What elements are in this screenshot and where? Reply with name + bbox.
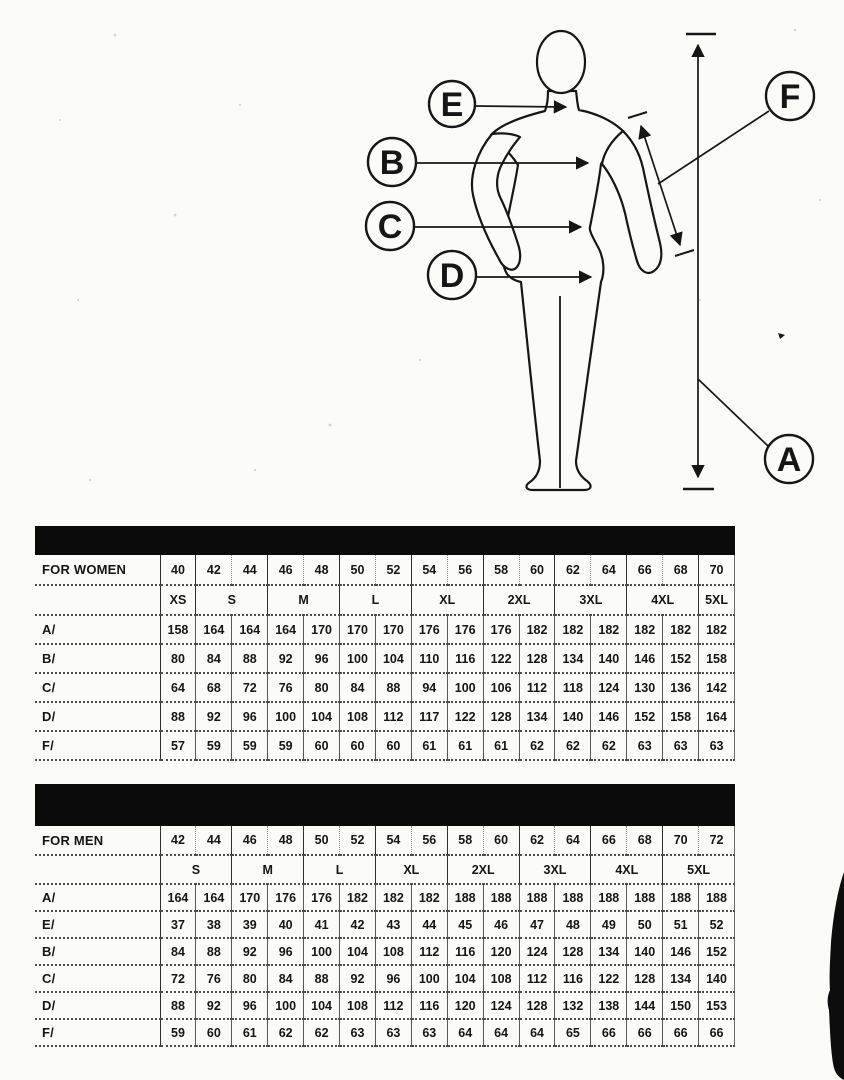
measurement-value-cell: 104 bbox=[304, 992, 340, 1019]
figure-right-arm bbox=[602, 131, 661, 273]
measurement-value-cell: 188 bbox=[699, 884, 735, 911]
measure-line-E bbox=[475, 106, 566, 107]
measurement-value-cell: 104 bbox=[447, 965, 483, 992]
measurement-value-cell: 88 bbox=[160, 702, 196, 731]
measurement-value-cell: 116 bbox=[555, 965, 591, 992]
size-number-cell: 70 bbox=[699, 555, 735, 585]
measurement-value-cell: 128 bbox=[519, 644, 555, 673]
measurement-value-cell: 92 bbox=[340, 965, 376, 992]
measurement-value-cell: 84 bbox=[196, 644, 232, 673]
measurement-value-cell: 65 bbox=[555, 1019, 591, 1046]
measurement-value-cell: 63 bbox=[375, 1019, 411, 1046]
size-number-row bbox=[35, 555, 735, 585]
measurement-value-cell: 164 bbox=[699, 702, 735, 731]
measurement-value-cell: 112 bbox=[519, 673, 555, 702]
measurement-value-cell: 100 bbox=[268, 702, 304, 731]
measurement-value-cell: 138 bbox=[591, 992, 627, 1019]
measurement-row bbox=[35, 702, 735, 731]
measurement-row bbox=[35, 938, 735, 965]
measurement-value-cell: 80 bbox=[232, 965, 268, 992]
size-group-cell: 4XL bbox=[591, 855, 663, 884]
measurement-value-cell: 60 bbox=[196, 1019, 232, 1046]
measurement-value-cell: 124 bbox=[483, 992, 519, 1019]
size-group-cell: XL bbox=[375, 855, 447, 884]
size-number-cell: 68 bbox=[627, 826, 663, 855]
measurement-value-cell: 188 bbox=[519, 884, 555, 911]
size-number-cell: 42 bbox=[160, 826, 196, 855]
measurement-row-label: E/ bbox=[35, 911, 160, 938]
measurement-value-cell: 100 bbox=[447, 673, 483, 702]
measurement-value-cell: 38 bbox=[196, 911, 232, 938]
size-number-cell: 70 bbox=[663, 826, 699, 855]
scan-mark bbox=[778, 333, 785, 339]
measurement-value-cell: 43 bbox=[375, 911, 411, 938]
measurement-value-cell: 142 bbox=[699, 673, 735, 702]
measurement-value-cell: 61 bbox=[483, 731, 519, 760]
measurement-value-cell: 96 bbox=[232, 702, 268, 731]
size-group-spacer bbox=[35, 585, 160, 615]
measurement-value-cell: 117 bbox=[411, 702, 447, 731]
measurement-value-cell: 164 bbox=[196, 884, 232, 911]
measurement-value-cell: 62 bbox=[268, 1019, 304, 1046]
measurement-value-cell: 116 bbox=[447, 644, 483, 673]
measurement-row-label: D/ bbox=[35, 702, 160, 731]
callout-letter-E: E bbox=[440, 86, 464, 124]
measurement-value-cell: 134 bbox=[555, 644, 591, 673]
size-group-cell: 5XL bbox=[663, 855, 735, 884]
women-size-table bbox=[35, 526, 735, 761]
size-number-cell: 66 bbox=[591, 826, 627, 855]
measurement-value-cell: 60 bbox=[304, 731, 340, 760]
measurement-value-cell: 62 bbox=[304, 1019, 340, 1046]
size-group-row bbox=[35, 855, 735, 884]
figure-body bbox=[491, 91, 624, 490]
size-number-cell: 50 bbox=[304, 826, 340, 855]
measurement-value-cell: 108 bbox=[483, 965, 519, 992]
measurement-row bbox=[35, 911, 735, 938]
measurement-value-cell: 124 bbox=[519, 938, 555, 965]
measurement-value-cell: 46 bbox=[483, 911, 519, 938]
measurement-value-cell: 134 bbox=[519, 702, 555, 731]
measurement-value-cell: 182 bbox=[411, 884, 447, 911]
figure-head bbox=[537, 31, 585, 93]
measurement-value-cell: 66 bbox=[663, 1019, 699, 1046]
measurement-value-cell: 104 bbox=[304, 702, 340, 731]
callout-letter-F: F bbox=[779, 78, 801, 116]
measurement-value-cell: 51 bbox=[663, 911, 699, 938]
measurement-row bbox=[35, 1019, 735, 1046]
measurement-value-cell: 182 bbox=[663, 615, 699, 644]
measurement-value-cell: 59 bbox=[232, 731, 268, 760]
measurement-value-cell: 128 bbox=[519, 992, 555, 1019]
measurement-value-cell: 170 bbox=[375, 615, 411, 644]
size-group-cell: L bbox=[304, 855, 376, 884]
measurement-value-cell: 100 bbox=[340, 644, 376, 673]
measurement-value-cell: 164 bbox=[232, 615, 268, 644]
size-group-cell: 2XL bbox=[447, 855, 519, 884]
human-figure-outline bbox=[472, 31, 661, 490]
measurement-value-cell: 49 bbox=[591, 911, 627, 938]
measurement-value-cell: 63 bbox=[627, 731, 663, 760]
measurement-value-cell: 96 bbox=[268, 938, 304, 965]
size-group-row bbox=[35, 585, 735, 615]
measurement-value-cell: 66 bbox=[591, 1019, 627, 1046]
measurement-value-cell: 88 bbox=[196, 938, 232, 965]
measurement-value-cell: 100 bbox=[411, 965, 447, 992]
measurement-value-cell: 104 bbox=[375, 644, 411, 673]
measurement-value-cell: 108 bbox=[340, 702, 376, 731]
measurement-value-cell: 59 bbox=[160, 1019, 196, 1046]
size-group-cell: M bbox=[268, 585, 340, 615]
measurement-value-cell: 188 bbox=[663, 884, 699, 911]
women-table-title-bar bbox=[35, 526, 735, 555]
measurement-value-cell: 176 bbox=[268, 884, 304, 911]
measurement-row bbox=[35, 615, 735, 644]
measurement-value-cell: 140 bbox=[555, 702, 591, 731]
measurement-value-cell: 176 bbox=[447, 615, 483, 644]
callout-letter-B: B bbox=[379, 144, 405, 182]
measurement-row bbox=[35, 884, 735, 911]
size-number-cell: 56 bbox=[447, 555, 483, 585]
size-number-cell: 64 bbox=[591, 555, 627, 585]
measurement-row bbox=[35, 644, 735, 673]
size-number-cell: 44 bbox=[196, 826, 232, 855]
callout-letter-A: A bbox=[776, 441, 802, 479]
measurement-value-cell: 118 bbox=[555, 673, 591, 702]
size-group-spacer bbox=[35, 855, 160, 884]
size-number-cell: 60 bbox=[519, 555, 555, 585]
measurement-value-cell: 140 bbox=[627, 938, 663, 965]
measurement-value-cell: 100 bbox=[268, 992, 304, 1019]
men-table-title-bar bbox=[35, 784, 735, 826]
measurement-value-cell: 39 bbox=[232, 911, 268, 938]
measurement-value-cell: 76 bbox=[196, 965, 232, 992]
measurement-value-cell: 188 bbox=[627, 884, 663, 911]
measurement-value-cell: 68 bbox=[196, 673, 232, 702]
measurement-value-cell: 63 bbox=[663, 731, 699, 760]
measurement-value-cell: 41 bbox=[304, 911, 340, 938]
measurement-value-cell: 110 bbox=[411, 644, 447, 673]
measurement-row-label: B/ bbox=[35, 938, 160, 965]
callout-A-connector bbox=[698, 379, 768, 446]
measurement-value-cell: 72 bbox=[160, 965, 196, 992]
measurement-value-cell: 63 bbox=[340, 1019, 376, 1046]
measurement-value-cell: 59 bbox=[268, 731, 304, 760]
size-number-cell: 68 bbox=[663, 555, 699, 585]
measurement-value-cell: 63 bbox=[411, 1019, 447, 1046]
measurement-value-cell: 48 bbox=[555, 911, 591, 938]
measurement-value-cell: 140 bbox=[591, 644, 627, 673]
measurement-value-cell: 112 bbox=[411, 938, 447, 965]
size-number-cell: 52 bbox=[375, 555, 411, 585]
measurement-value-cell: 158 bbox=[699, 644, 735, 673]
measurement-value-cell: 44 bbox=[411, 911, 447, 938]
measurement-value-cell: 152 bbox=[699, 938, 735, 965]
measurement-value-cell: 153 bbox=[699, 992, 735, 1019]
measurement-value-cell: 88 bbox=[160, 992, 196, 1019]
measurement-row bbox=[35, 731, 735, 760]
size-number-cell: 54 bbox=[375, 826, 411, 855]
sleeve-bottom-cap bbox=[675, 250, 694, 256]
size-number-cell: 72 bbox=[699, 826, 735, 855]
measurement-value-cell: 146 bbox=[591, 702, 627, 731]
measurement-row-label: A/ bbox=[35, 615, 160, 644]
measurement-value-cell: 116 bbox=[447, 938, 483, 965]
measurement-row-label: B/ bbox=[35, 644, 160, 673]
measurement-value-cell: 84 bbox=[340, 673, 376, 702]
measurement-value-cell: 50 bbox=[627, 911, 663, 938]
measurement-value-cell: 64 bbox=[483, 1019, 519, 1046]
measurement-value-cell: 57 bbox=[160, 731, 196, 760]
measurement-value-cell: 88 bbox=[375, 673, 411, 702]
measurement-value-cell: 37 bbox=[160, 911, 196, 938]
measurement-row-label: C/ bbox=[35, 673, 160, 702]
measurement-value-cell: 122 bbox=[591, 965, 627, 992]
measurement-value-cell: 182 bbox=[340, 884, 376, 911]
measurement-value-cell: 92 bbox=[196, 992, 232, 1019]
measurement-value-cell: 140 bbox=[699, 965, 735, 992]
measurement-value-cell: 52 bbox=[699, 911, 735, 938]
measurement-value-cell: 128 bbox=[627, 965, 663, 992]
measurement-value-cell: 92 bbox=[268, 644, 304, 673]
measurement-value-cell: 170 bbox=[304, 615, 340, 644]
size-number-cell: 44 bbox=[232, 555, 268, 585]
measurement-value-cell: 128 bbox=[555, 938, 591, 965]
size-number-cell: 48 bbox=[304, 555, 340, 585]
measurement-value-cell: 60 bbox=[340, 731, 376, 760]
size-group-cell: 4XL bbox=[627, 585, 699, 615]
measurement-value-cell: 64 bbox=[519, 1019, 555, 1046]
measurement-value-cell: 88 bbox=[232, 644, 268, 673]
measurement-value-cell: 62 bbox=[555, 731, 591, 760]
garment-photo-fragment bbox=[826, 870, 844, 1080]
measurement-value-cell: 144 bbox=[627, 992, 663, 1019]
measurement-value-cell: 132 bbox=[555, 992, 591, 1019]
size-number-cell: 50 bbox=[340, 555, 376, 585]
measurement-value-cell: 130 bbox=[627, 673, 663, 702]
measurement-row bbox=[35, 992, 735, 1019]
measurement-value-cell: 176 bbox=[483, 615, 519, 644]
measurement-value-cell: 66 bbox=[699, 1019, 735, 1046]
size-number-cell: 54 bbox=[411, 555, 447, 585]
measurement-value-cell: 188 bbox=[447, 884, 483, 911]
measurement-value-cell: 188 bbox=[555, 884, 591, 911]
size-group-cell: XL bbox=[411, 585, 483, 615]
measurement-value-cell: 116 bbox=[411, 992, 447, 1019]
measurement-value-cell: 134 bbox=[591, 938, 627, 965]
measurement-value-cell: 96 bbox=[304, 644, 340, 673]
measurement-value-cell: 72 bbox=[232, 673, 268, 702]
measurement-value-cell: 60 bbox=[375, 731, 411, 760]
size-group-cell: L bbox=[340, 585, 412, 615]
women-size-grid bbox=[35, 555, 735, 761]
measurement-value-cell: 100 bbox=[304, 938, 340, 965]
measurement-value-cell: 146 bbox=[663, 938, 699, 965]
measurement-value-cell: 92 bbox=[196, 702, 232, 731]
measurement-value-cell: 59 bbox=[196, 731, 232, 760]
measurement-value-cell: 88 bbox=[304, 965, 340, 992]
size-number-row bbox=[35, 826, 735, 855]
measurement-value-cell: 176 bbox=[304, 884, 340, 911]
measurement-value-cell: 108 bbox=[375, 938, 411, 965]
size-number-cell: 42 bbox=[196, 555, 232, 585]
measurement-value-cell: 128 bbox=[483, 702, 519, 731]
measurement-value-cell: 164 bbox=[196, 615, 232, 644]
measurement-value-cell: 62 bbox=[591, 731, 627, 760]
measurement-value-cell: 64 bbox=[160, 673, 196, 702]
measurement-value-cell: 170 bbox=[340, 615, 376, 644]
measurement-value-cell: 108 bbox=[340, 992, 376, 1019]
measurement-row bbox=[35, 673, 735, 702]
callout-letter-C: C bbox=[377, 208, 403, 246]
measurement-value-cell: 61 bbox=[232, 1019, 268, 1046]
size-number-cell: 58 bbox=[447, 826, 483, 855]
measurement-value-cell: 112 bbox=[375, 702, 411, 731]
size-group-cell: XS bbox=[160, 585, 196, 615]
measurement-value-cell: 136 bbox=[663, 673, 699, 702]
measurement-value-cell: 66 bbox=[627, 1019, 663, 1046]
measurement-value-cell: 122 bbox=[483, 644, 519, 673]
measurement-value-cell: 152 bbox=[663, 644, 699, 673]
size-number-cell: 60 bbox=[483, 826, 519, 855]
size-number-cell: 64 bbox=[555, 826, 591, 855]
men-size-table bbox=[35, 784, 735, 1047]
garment-sleeve-shape bbox=[828, 872, 844, 1080]
measurement-value-cell: 124 bbox=[591, 673, 627, 702]
size-group-cell: M bbox=[232, 855, 304, 884]
measurement-value-cell: 120 bbox=[447, 992, 483, 1019]
size-number-cell: 46 bbox=[232, 826, 268, 855]
size-group-cell: S bbox=[160, 855, 232, 884]
measurement-value-cell: 152 bbox=[627, 702, 663, 731]
size-number-cell: 52 bbox=[340, 826, 376, 855]
size-number-cell: 58 bbox=[483, 555, 519, 585]
measurement-value-cell: 182 bbox=[591, 615, 627, 644]
measurement-value-cell: 158 bbox=[663, 702, 699, 731]
measurement-value-cell: 64 bbox=[447, 1019, 483, 1046]
measurement-value-cell: 120 bbox=[483, 938, 519, 965]
measurement-value-cell: 112 bbox=[519, 965, 555, 992]
measurement-value-cell: 92 bbox=[232, 938, 268, 965]
measurement-value-cell: 80 bbox=[160, 644, 196, 673]
measurement-value-cell: 84 bbox=[160, 938, 196, 965]
measurement-value-cell: 96 bbox=[232, 992, 268, 1019]
size-number-cell: 46 bbox=[268, 555, 304, 585]
measurement-value-cell: 84 bbox=[268, 965, 304, 992]
measurement-value-cell: 164 bbox=[268, 615, 304, 644]
size-group-cell: 3XL bbox=[555, 585, 627, 615]
measurement-value-cell: 182 bbox=[375, 884, 411, 911]
size-group-cell: S bbox=[196, 585, 268, 615]
size-number-cell: 40 bbox=[160, 555, 196, 585]
sleeve-top-cap bbox=[628, 112, 647, 118]
size-group-cell: 3XL bbox=[519, 855, 591, 884]
measurement-value-cell: 45 bbox=[447, 911, 483, 938]
measurement-value-cell: 61 bbox=[447, 731, 483, 760]
measurement-row-label: D/ bbox=[35, 992, 160, 1019]
size-number-cell: 62 bbox=[555, 555, 591, 585]
measurement-value-cell: 76 bbox=[268, 673, 304, 702]
size-number-cell: 66 bbox=[627, 555, 663, 585]
measurement-value-cell: 122 bbox=[447, 702, 483, 731]
measurement-value-cell: 158 bbox=[160, 615, 196, 644]
measurement-value-cell: 106 bbox=[483, 673, 519, 702]
table-header-label: FOR WOMEN bbox=[35, 555, 160, 585]
body-measurement-diagram bbox=[0, 0, 844, 515]
measurement-row-label: F/ bbox=[35, 731, 160, 760]
measurement-value-cell: 188 bbox=[483, 884, 519, 911]
table-header-label: FOR MEN bbox=[35, 826, 160, 855]
callout-F-connector bbox=[658, 111, 769, 184]
measurement-value-cell: 42 bbox=[340, 911, 376, 938]
measurement-row-label: C/ bbox=[35, 965, 160, 992]
measurement-value-cell: 47 bbox=[519, 911, 555, 938]
measurement-value-cell: 164 bbox=[160, 884, 196, 911]
measurement-value-cell: 182 bbox=[519, 615, 555, 644]
measurement-value-cell: 188 bbox=[591, 884, 627, 911]
size-group-cell: 5XL bbox=[699, 585, 735, 615]
measurement-value-cell: 182 bbox=[699, 615, 735, 644]
size-number-cell: 56 bbox=[411, 826, 447, 855]
measurement-value-cell: 80 bbox=[304, 673, 340, 702]
measurement-value-cell: 134 bbox=[663, 965, 699, 992]
size-number-cell: 62 bbox=[519, 826, 555, 855]
measurement-value-cell: 94 bbox=[411, 673, 447, 702]
measurement-row-label: F/ bbox=[35, 1019, 160, 1046]
measurement-value-cell: 150 bbox=[663, 992, 699, 1019]
measurement-value-cell: 96 bbox=[375, 965, 411, 992]
measurement-row bbox=[35, 965, 735, 992]
measurement-value-cell: 104 bbox=[340, 938, 376, 965]
measurement-value-cell: 40 bbox=[268, 911, 304, 938]
measurement-value-cell: 182 bbox=[555, 615, 591, 644]
measurement-row-label: A/ bbox=[35, 884, 160, 911]
measurement-value-cell: 63 bbox=[699, 731, 735, 760]
measurement-value-cell: 170 bbox=[232, 884, 268, 911]
callout-letter-D: D bbox=[439, 257, 465, 295]
measurement-value-cell: 62 bbox=[519, 731, 555, 760]
size-group-cell: 2XL bbox=[483, 585, 555, 615]
measurement-value-cell: 146 bbox=[627, 644, 663, 673]
size-number-cell: 48 bbox=[268, 826, 304, 855]
measurement-value-cell: 112 bbox=[375, 992, 411, 1019]
measurement-value-cell: 61 bbox=[411, 731, 447, 760]
measurement-value-cell: 176 bbox=[411, 615, 447, 644]
measurement-value-cell: 182 bbox=[627, 615, 663, 644]
men-size-grid bbox=[35, 826, 735, 1047]
